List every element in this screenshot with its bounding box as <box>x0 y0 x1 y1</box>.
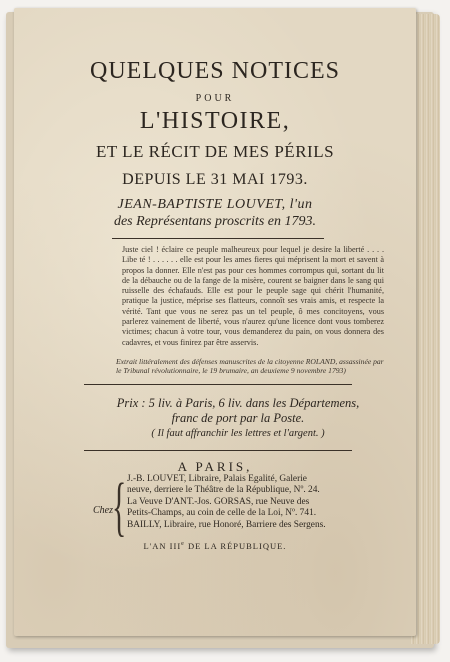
address-line: neuve, derriere le Théâtre de la République, Nº. 24. <box>127 485 320 496</box>
divider-top <box>112 238 324 239</box>
address-line: BAILLY, Libraire, rue Honoré, Barriere des Sergens. <box>127 519 326 530</box>
author-role: des Représentans proscrits en 1793. <box>113 214 317 229</box>
publisher-addresses <box>127 474 375 531</box>
address-line: La Veuve D'ANT.-Jos. GORSAS, rue Neuve des <box>127 496 310 507</box>
year-suffix: DE LA RÉPUBLIQUE. <box>184 541 287 551</box>
divider-middle <box>84 384 352 385</box>
year-prefix: L'AN III <box>143 541 182 551</box>
epigraph-source: Extrait littéralement des défenses manuscrites de la citoyenne ROLAND, assassinée par le Tribunal révolutionnaire, le 19 brumaire, an deuxieme 9 novembre 1793) <box>116 357 384 376</box>
divider-bottom <box>84 450 352 451</box>
title-pour: POUR <box>195 93 235 104</box>
author-name: JEAN-BAPTISTE LOUVET, l'un <box>117 197 313 212</box>
year-superscript: e <box>181 541 185 548</box>
price-block <box>88 396 388 441</box>
address-line: J.-B. LOUVET, Libraire, Palais Egalité, Galerie <box>127 474 307 484</box>
place-of-publication: A PARIS, <box>177 459 253 474</box>
title-histoire: L'HISTOIRE, <box>139 108 291 134</box>
title-main: QUELQUES NOTICES <box>90 58 340 84</box>
brace-glyph: { <box>112 470 127 543</box>
postage-note: ( Il faut affranchir les lettres et l'argent. ) <box>151 428 325 439</box>
chez-label: Chez <box>93 505 113 516</box>
address-line: Petits-Champs, au coin de celle de la Loi, Nº. 741. <box>127 508 317 519</box>
publication-year <box>14 541 416 551</box>
epigraph-quote: Juste ciel ! éclaire ce peuple malheureux pour lequel je desire la liberté . . . . Libe té ! . . . . . . elle est pour les ames fieres qui méprisent la mort et savent à propos la donner. Elle n'est pas pour ces hommes corrompus qui, sortant du lit de la débauche ou de la fange de la misère, courent se baigner dans le sang qui ruisselle des échafauds. Elle est pour le peuple sage qui chérit l'humanité, pratique la justice, méprise ses flatteurs, connoît ses vrais amis, et respecte la vérité. Tant que vous ne serez pas un tel peuple, ô mes concitoyens, vous parlerez vainement de liberté, vous n'aurez qu'une licence dont vous tomberez victimes; chacun à votre tour, vous demanderez du pain, on vous donnera des cadavres, et vous finirez par être asservis. <box>122 245 384 347</box>
title-recit: ET LE RÉCIT DE MES PÉRILS <box>95 142 335 161</box>
postage-line: franc de port par la Poste. <box>171 411 305 425</box>
title-page <box>14 8 416 636</box>
title-date: DEPUIS LE 31 MAI 1793. <box>122 171 308 188</box>
price-line: Prix : 5 liv. à Paris, 6 liv. dans les Départemens, <box>116 396 360 410</box>
